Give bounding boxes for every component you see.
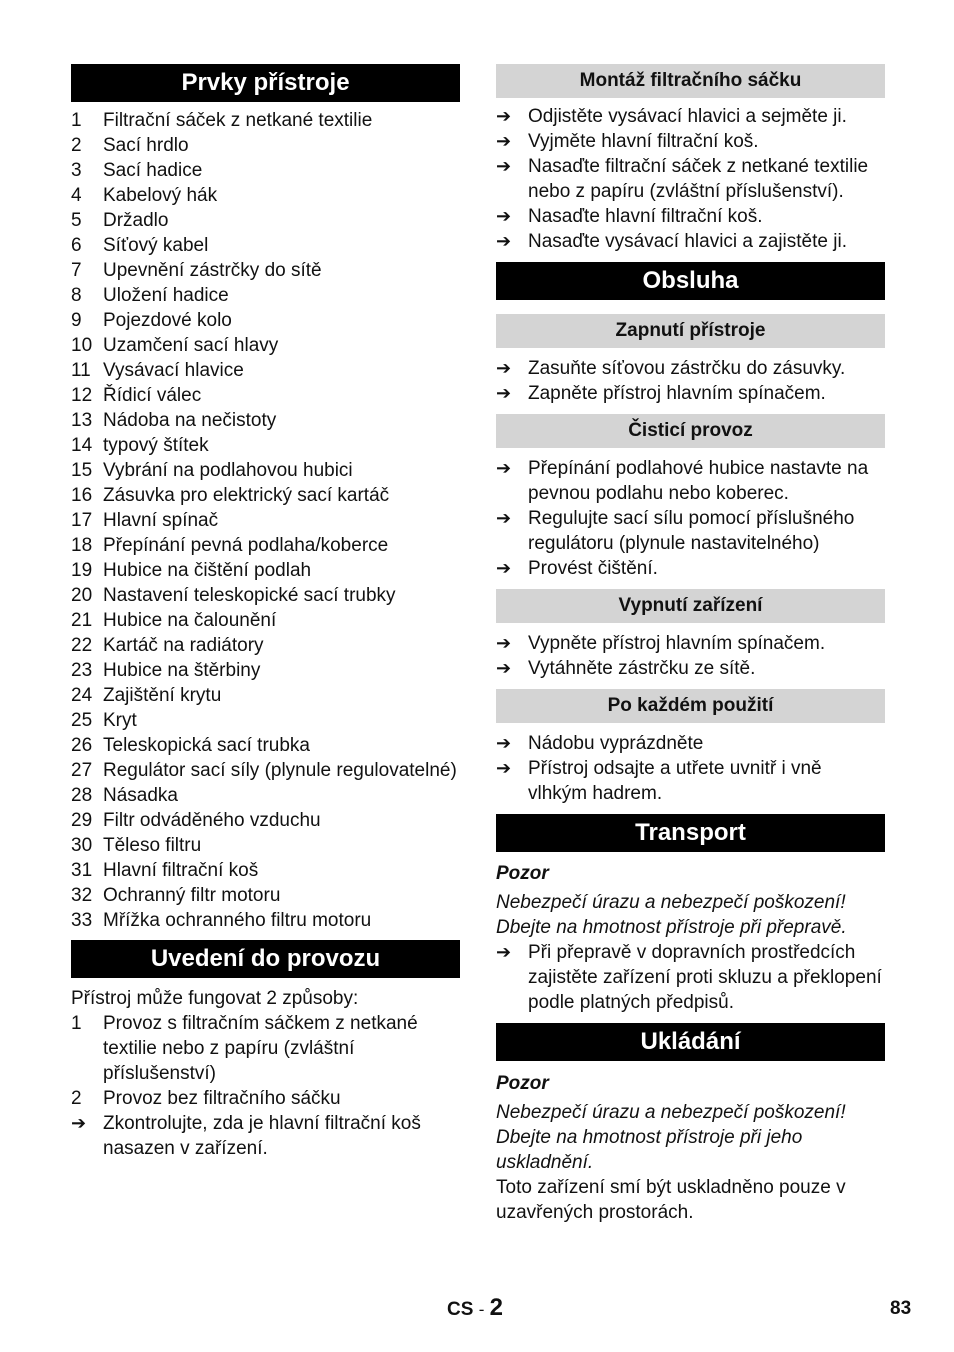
step-item [496, 204, 885, 229]
step-item [496, 229, 885, 254]
item-number: 25 [71, 710, 93, 731]
list-item [71, 733, 460, 758]
list-item [71, 308, 460, 333]
step-item [496, 381, 885, 406]
list-item [71, 658, 460, 683]
step-text: Odjistěte vysávací hlavici a sejměte ji. [528, 106, 847, 127]
list-item [71, 408, 460, 433]
item-number: 27 [71, 760, 93, 781]
item-text: Provoz bez filtračního sáčku [103, 1088, 341, 1109]
transport-step [496, 940, 885, 1015]
item-number: 5 [71, 210, 82, 231]
item-number: 30 [71, 835, 93, 856]
list-item [71, 383, 460, 408]
list-item [71, 708, 460, 733]
list-item [71, 883, 460, 908]
list-item [71, 283, 460, 308]
item-number: 23 [71, 660, 93, 681]
list-item [71, 1086, 460, 1111]
item-number: 31 [71, 860, 93, 881]
item-number: 33 [71, 910, 93, 931]
zapnuti-steps [496, 356, 885, 406]
item-text: Filtrační sáček z netkané textilie [103, 110, 373, 131]
step-text: Vytáhněte zástrčku ze sítě. [528, 658, 756, 679]
item-number: 32 [71, 885, 93, 906]
section-title-prvky: Prvky přístroje [71, 64, 460, 102]
list-item [71, 158, 460, 183]
transport-caution-label: Pozor [496, 863, 549, 884]
uvedeni-intro: Přístroj může fungovat 2 způsoby: [71, 988, 359, 1009]
step-text: Regulujte sací sílu pomocí příslušného regulátoru (plynule nastavitelného) [528, 508, 855, 554]
item-text: Kabelový hák [103, 185, 218, 206]
item-text: typový štítek [103, 435, 209, 456]
list-item [71, 783, 460, 808]
list-item [71, 183, 460, 208]
list-item [71, 533, 460, 558]
item-text: Upevnění zástrčky do sítě [103, 260, 322, 281]
item-number: 1 [71, 1013, 82, 1034]
item-number: 15 [71, 460, 93, 481]
step-item [496, 731, 885, 756]
item-number: 4 [71, 185, 82, 206]
step-text: Zasuňte síťovou zástrčku do zásuvky. [528, 358, 846, 379]
item-text: Mřížka ochranného filtru motoru [103, 910, 372, 931]
step-text: Zapněte přístroj hlavním spínačem. [528, 383, 826, 404]
arrow-right-icon: ➔ [496, 508, 512, 528]
item-number: 21 [71, 610, 93, 631]
item-text: Ochranný filtr motoru [103, 885, 281, 906]
item-number: 26 [71, 735, 93, 756]
uvedeni-step [71, 1111, 460, 1161]
item-text: Hlavní filtrační koš [103, 860, 259, 881]
item-number: 10 [71, 335, 93, 356]
list-item [71, 1011, 460, 1086]
arrow-right-icon: ➔ [496, 758, 512, 778]
item-text: Vysávací hlavice [103, 360, 244, 381]
ukladani-body: Toto zařízení smí být uskladněno pouze v uzavřených prostorách. [496, 1177, 846, 1223]
step-text: Nasaďte filtrační sáček z netkané textilie nebo z papíru (zvláštní příslušenství). [528, 156, 869, 202]
item-number: 12 [71, 385, 93, 406]
step-text: Vypněte přístroj hlavním spínačem. [528, 633, 826, 654]
section-title-montaz: Montáž filtračního sáčku [496, 64, 885, 98]
item-text: Sací hadice [103, 160, 203, 181]
item-text: Uložení hadice [103, 285, 229, 306]
item-text: Nádoba na nečistoty [103, 410, 277, 431]
arrow-right-icon: ➔ [496, 633, 512, 653]
step-item [496, 506, 885, 556]
step-item [496, 129, 885, 154]
list-item [71, 458, 460, 483]
item-text: Hubice na čištění podlah [103, 560, 312, 581]
list-item [71, 758, 460, 783]
item-text: Kryt [103, 710, 137, 731]
montaz-steps [496, 104, 885, 254]
left-column [71, 64, 460, 1161]
list-item [71, 558, 460, 583]
item-number: 11 [71, 360, 91, 381]
footer-section-page: 2 [489, 1294, 503, 1321]
item-text: Držadlo [103, 210, 169, 231]
item-text: Teleskopická sací trubka [103, 735, 310, 756]
list-item [71, 333, 460, 358]
list-item [71, 908, 460, 933]
item-number: 9 [71, 310, 82, 331]
footer-separator: - [478, 1300, 485, 1319]
arrow-right-icon: ➔ [496, 383, 512, 403]
uvedeni-step-text: Zkontrolujte, zda je hlavní filtrační koš nasazen v zařízení. [103, 1113, 421, 1159]
item-number: 2 [71, 135, 82, 156]
arrow-right-icon: ➔ [496, 358, 512, 378]
section-title-vypnuti: Vypnutí zařízení [496, 589, 885, 623]
item-number: 13 [71, 410, 93, 431]
item-number: 8 [71, 285, 82, 306]
footer-lang: CS [447, 1299, 474, 1320]
step-item [496, 656, 885, 681]
right-column [496, 64, 885, 1225]
arrow-right-icon: ➔ [496, 458, 512, 478]
item-text: Zajištění krytu [103, 685, 222, 706]
arrow-right-icon: ➔ [496, 131, 512, 151]
list-item [71, 583, 460, 608]
component-list [71, 108, 460, 933]
item-number: 2 [71, 1088, 82, 1109]
item-text: Nastavení teleskopické sací trubky [103, 585, 396, 606]
ukladani-caution-label: Pozor [496, 1073, 549, 1094]
arrow-right-icon: ➔ [496, 733, 512, 753]
list-item [71, 258, 460, 283]
list-item [71, 358, 460, 383]
item-text: Těleso filtru [103, 835, 202, 856]
item-text: Filtr odváděného vzduchu [103, 810, 321, 831]
item-number: 20 [71, 585, 93, 606]
step-item [496, 154, 885, 204]
item-number: 24 [71, 685, 93, 706]
item-number: 19 [71, 560, 93, 581]
item-text: Hubice na čalounění [103, 610, 277, 631]
step-text: Nasaďte vysávací hlavici a zajistěte ji. [528, 231, 847, 252]
item-text: Hlavní spínač [103, 510, 219, 531]
item-number: 7 [71, 260, 82, 281]
item-number: 14 [71, 435, 93, 456]
step-text: Přístroj odsajte a utřete uvnitř i vně vlhkým hadrem. [528, 758, 822, 804]
list-item [71, 683, 460, 708]
step-item [496, 356, 885, 381]
item-text: Hubice na štěrbiny [103, 660, 261, 681]
list-item [71, 208, 460, 233]
step-item [496, 556, 885, 581]
section-title-ukladani: Ukládání [496, 1023, 885, 1061]
arrow-right-icon: ➔ [496, 558, 512, 578]
list-item [71, 858, 460, 883]
footer-section-label [447, 1294, 503, 1322]
item-text: Sací hrdlo [103, 135, 189, 156]
item-number: 28 [71, 785, 93, 806]
item-text: Zásuvka pro elektrický sací kartáč [103, 485, 390, 506]
item-text: Pojezdové kolo [103, 310, 232, 331]
list-item [71, 108, 460, 133]
item-text: Uzamčení sací hlavy [103, 335, 279, 356]
section-title-uvedeni: Uvedení do provozu [71, 940, 460, 978]
section-title-obsluha: Obsluha [496, 262, 885, 300]
step-item [496, 756, 885, 806]
item-text: Kartáč na radiátory [103, 635, 264, 656]
list-item [71, 833, 460, 858]
section-title-pouziti: Po každém použití [496, 689, 885, 723]
pouziti-steps [496, 731, 885, 806]
step-text: Přepínání podlahové hubice nastavte na pevnou podlahu nebo koberec. [528, 458, 869, 504]
list-item [71, 483, 460, 508]
item-text: Síťový kabel [103, 235, 209, 256]
list-item [71, 633, 460, 658]
arrow-right-icon: ➔ [496, 156, 512, 176]
section-title-zapnuti: Zapnutí přístroje [496, 314, 885, 348]
page-number: 83 [890, 1298, 912, 1319]
step-item [496, 104, 885, 129]
arrow-right-icon: ➔ [496, 231, 512, 251]
arrow-right-icon: ➔ [496, 658, 512, 678]
list-item [71, 508, 460, 533]
list-item [71, 608, 460, 633]
item-text: Řídicí válec [103, 385, 202, 406]
vypnuti-steps [496, 631, 885, 681]
item-number: 3 [71, 160, 82, 181]
transport-warning-2: Dbejte na hmotnost přístroje při přepravě. [496, 917, 847, 938]
list-item [71, 133, 460, 158]
cistici-steps [496, 456, 885, 581]
arrow-right-icon: ➔ [496, 942, 512, 962]
list-item [71, 808, 460, 833]
list-item [71, 233, 460, 258]
item-number: 18 [71, 535, 93, 556]
arrow-right-icon: ➔ [496, 206, 512, 226]
item-number: 22 [71, 635, 93, 656]
transport-step-text: Při přepravě v dopravních prostředcích zajistěte zařízení proti skluzu a překlopení podle platných předpisů. [528, 942, 882, 1013]
item-text: Násadka [103, 785, 178, 806]
transport-warning-1: Nebezpečí úrazu a nebezpečí poškození! [496, 892, 846, 913]
item-text: Regulátor sací síly (plynule regulovatelné) [103, 760, 457, 781]
arrow-right-icon: ➔ [496, 106, 512, 126]
item-text: Vybrání na podlahovou hubici [103, 460, 353, 481]
step-item [496, 631, 885, 656]
section-title-cistici: Čisticí provoz [496, 414, 885, 448]
item-text: Provoz s filtračním sáčkem z netkané textilie nebo z papíru (zvláštní příslušenství) [103, 1013, 418, 1084]
step-text: Nasaďte hlavní filtrační koš. [528, 206, 763, 227]
item-number: 29 [71, 810, 93, 831]
step-text: Nádobu vyprázdněte [528, 733, 704, 754]
ukladani-warning-2: Dbejte na hmotnost přístroje při jeho uskladnění. [496, 1127, 803, 1173]
item-number: 6 [71, 235, 82, 256]
item-number: 16 [71, 485, 93, 506]
section-title-transport: Transport [496, 814, 885, 852]
arrow-right-icon: ➔ [71, 1113, 87, 1133]
item-number: 1 [71, 110, 82, 131]
step-item [496, 456, 885, 506]
ukladani-warning-1: Nebezpečí úrazu a nebezpečí poškození! [496, 1102, 846, 1123]
list-item [71, 433, 460, 458]
step-text: Vyjměte hlavní filtrační koš. [528, 131, 759, 152]
item-number: 17 [71, 510, 93, 531]
step-text: Provést čištění. [528, 558, 658, 579]
mode-list [71, 1011, 460, 1111]
item-text: Přepínání pevná podlaha/koberce [103, 535, 389, 556]
